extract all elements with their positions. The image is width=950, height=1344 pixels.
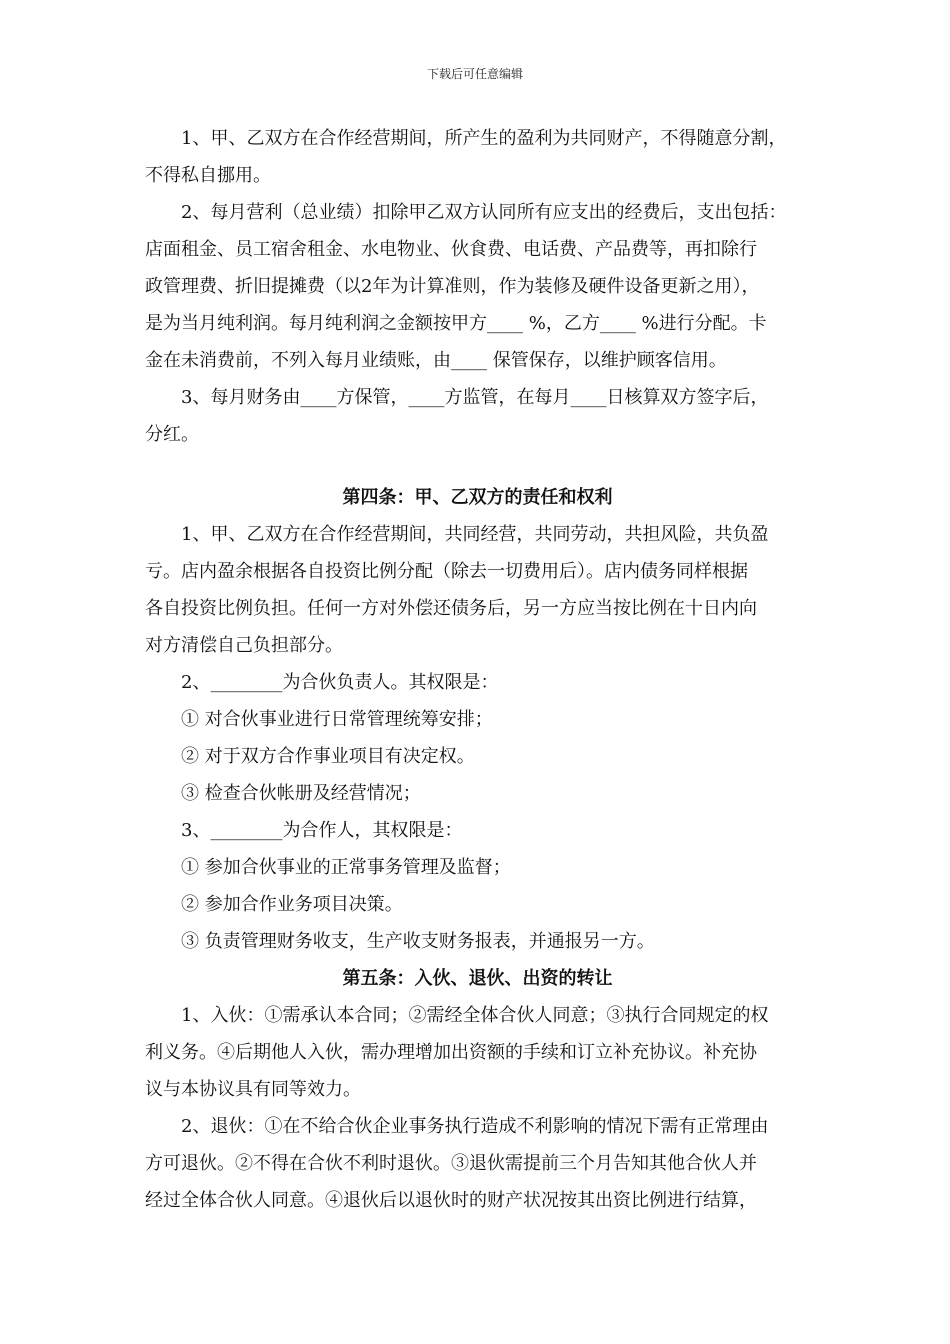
paragraph-line: 方可退伙。②不得在合伙不利时退伙。③退伙需提前三个月告知其他合伙人并 — [145, 1153, 757, 1174]
list-item: ① 参加合伙事业的正常事务管理及监督； — [145, 857, 511, 878]
page-header-note: 下载后可任意编辑 — [426, 67, 523, 81]
paragraph-line: 是为当月纯利润。每月纯利润之金额按甲方____ %，乙方____ %进行分配。卡 — [145, 313, 767, 334]
paragraph-line: 1、甲、乙双方在合作经营期间，所产生的盈利为共同财产，不得随意分割， — [145, 128, 787, 149]
list-item: ① 对合伙事业进行日常管理统筹安排； — [145, 709, 493, 730]
paragraph-line: 政管理费、折旧提摊费（以2年为计算准则，作为装修及硬件设备更新之用）， — [145, 276, 760, 297]
paragraph-line: 店面租金、员工宿舍租金、水电物业、伙食费、电话费、产品费等，再扣除行 — [145, 239, 757, 260]
list-item: ② 参加合作业务项目决策。 — [145, 894, 403, 915]
paragraph-line: 议与本协议具有同等效力。 — [145, 1079, 361, 1100]
paragraph-line: 各自投资比例负担。任何一方对外偿还债务后，另一方应当按比例在十日内向 — [145, 598, 757, 619]
article-5-heading: 第五条：入伙、退伙、出资的转让 — [342, 968, 613, 989]
paragraph-line: 金在未消费前，不列入每月业绩账，由____ 保管保存，以维护顾客信用。 — [145, 350, 727, 371]
paragraph-line: 2、________为合伙负责人。其权限是： — [145, 672, 499, 693]
paragraph-line: 对方清偿自己负担部分。 — [145, 635, 343, 656]
paragraph-line: 利义务。④后期他人入伙，需办理增加出资额的手续和订立补充协议。补充协 — [145, 1042, 757, 1063]
article-4-heading: 第四条：甲、乙双方的责任和权利 — [342, 487, 613, 508]
list-item: ② 对于双方合作事业项目有决定权。 — [145, 746, 475, 767]
paragraph-line: 经过全体合伙人同意。④退伙后以退伙时的财产状况按其出资比例进行结算， — [145, 1190, 757, 1211]
list-item: ③ 检查合伙帐册及经营情况； — [145, 783, 421, 804]
paragraph-line: 1、甲、乙双方在合作经营期间，共同经营，共同劳动，共担风险，共负盈 — [145, 524, 769, 545]
paragraph-line: 亏。店内盈余根据各自投资比例分配（除去一切费用后）。店内债务同样根据 — [145, 561, 748, 582]
paragraph-line: 3、________为合作人，其权限是： — [145, 820, 463, 841]
paragraph-line: 分红。 — [145, 424, 199, 445]
paragraph-line: 2、退伙：①在不给合伙企业事务执行造成不利影响的情况下需有正常理由 — [145, 1116, 769, 1137]
section-article-5 — [145, 960, 810, 1219]
section-profit-distribution — [145, 120, 810, 453]
section-article-4 — [145, 479, 810, 960]
paragraph-line: 2、每月营利（总业绩）扣除甲乙双方认同所有应支出的经费后，支出包括： — [145, 202, 787, 223]
paragraph-line: 3、每月财务由____方保管，____方监管，在每月____日核算双方签字后， — [145, 387, 769, 408]
paragraph-line: 不得私自挪用。 — [145, 165, 271, 186]
paragraph-line: 1、入伙：①需承认本合同；②需经全体合伙人同意；③执行合同规定的权 — [145, 1005, 769, 1026]
list-item: ③ 负责管理财务收支，生产收支财务报表，并通报另一方。 — [145, 931, 655, 952]
